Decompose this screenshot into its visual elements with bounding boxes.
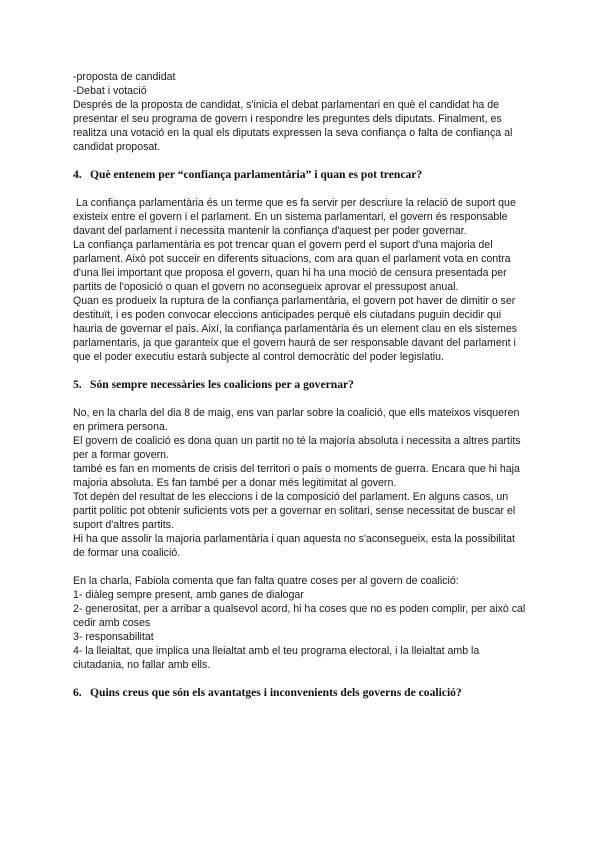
intro-block [73, 70, 529, 154]
section-title: Què entenem per “confiança parlamentària” i quan es pot trencar? [90, 168, 423, 181]
section-heading-6 [73, 686, 529, 700]
paragraph: El govern de coalició es dona quan un partit no té la majoría absoluta i necessita a altres partits per a formar govern. [73, 435, 521, 461]
list-item: 4- la lleialtat, que implica una lleialtat amb el teu programa electoral, i la lleialtat amb la ciutadania, no fallar amb ells. [73, 645, 480, 671]
section-title: Quins creus que són els avantatges i inconvenients dels governs de coalició? [90, 686, 462, 699]
paragraph: La confiança parlamentària és un terme que es fa servir per descriure la relació de suport que existeix entre el govern i el parlament. En un sistema parlamentari, el govern és responsable davant del parlament i necessita mantenir la confiança d'aquest per poder governar. [73, 197, 519, 237]
section-number: 5. [73, 378, 82, 391]
paragraph: Quan es produeix la ruptura de la confiança parlamentària, el govern pot haver de dimitir o ser destituït, i es poden convocar eleccions anticipades perquè els ciutadans puguin decidir qui hauria de governar el país. Així, la confiança parlamentària és un element clau en els sistemes parlamentaris, ja que garanteix que el govern haurà de ser responsable davant del parlament i que el poder executiu estarà subjecte al control democràtic del poder legislatiu. [73, 295, 518, 363]
intro-line: -Debat i votació [73, 85, 147, 97]
section-title: Són sempre necessàries les coalicions per a governar? [90, 378, 354, 391]
list-item: 3- responsabilitat [73, 631, 154, 643]
paragraph: En la charla, Fabiola comenta que fan falta quatre coses per al govern de coalició: [73, 575, 459, 587]
paragraph: Hi ha que assolir la majoria parlamentària i quan aquesta no s'aconsegueix, esta la possibilitat de formar una coalició. [73, 533, 515, 559]
paragraph: Tot depèn del resultat de les eleccions i de la composició del parlament. En alguns casos, un partit polític pot obtenir suficients vots per a governar en solitari, sense necessitat de buscar el suport d'altres partits. [73, 491, 516, 531]
list-item: 2- generositat, per a arribar a qualsevol acord, hi ha coses que no es poden complir, per això cal cedir amb coses [73, 603, 526, 629]
section-number: 4. [73, 168, 82, 181]
section-number: 6. [73, 686, 82, 699]
paragraph: també es fan en moments de crisis del territori o país o moments de guerra. Encara que hi haja majoria absoluta. Es fan també per a donar més legitimitat al govern. [73, 463, 520, 489]
paragraph: No, en la charla del dia 8 de maig, ens van parlar sobre la coalició, que ells mateixos visqueren en primera persona. [73, 407, 520, 433]
intro-line: -proposta de candidat [73, 71, 176, 83]
section-body-4 [73, 196, 529, 364]
list-item: 1- diàleg sempre present, amb ganes de dialogar [73, 589, 304, 601]
section-heading-5 [73, 378, 529, 392]
section-body-5 [73, 406, 529, 560]
coalition-requirements [73, 574, 529, 672]
section-heading-4 [73, 168, 529, 182]
intro-paragraph: Després de la proposta de candidat, s'inicia el debat parlamentari en què el candidat ha de presentar el seu programa de govern i respondre les preguntes dels diputats. Finalment, es realitza una votació en la qual els diputats expressen la seva confiança o falta de confiança al candidat proposat. [73, 99, 513, 153]
paragraph: La confiança parlamentària es pot trencar quan el govern perd el suport d'una majoria del parlament. Això pot succeir en diferents situacions, com ara quan el parlament vota en contra d'una llei important que proposa el govern, quan hi ha una moció de censura presentada per partits de l'oposició o quan el govern no aconsegueix aprovar el pressupost anual. [73, 239, 511, 293]
document-page [73, 70, 529, 700]
